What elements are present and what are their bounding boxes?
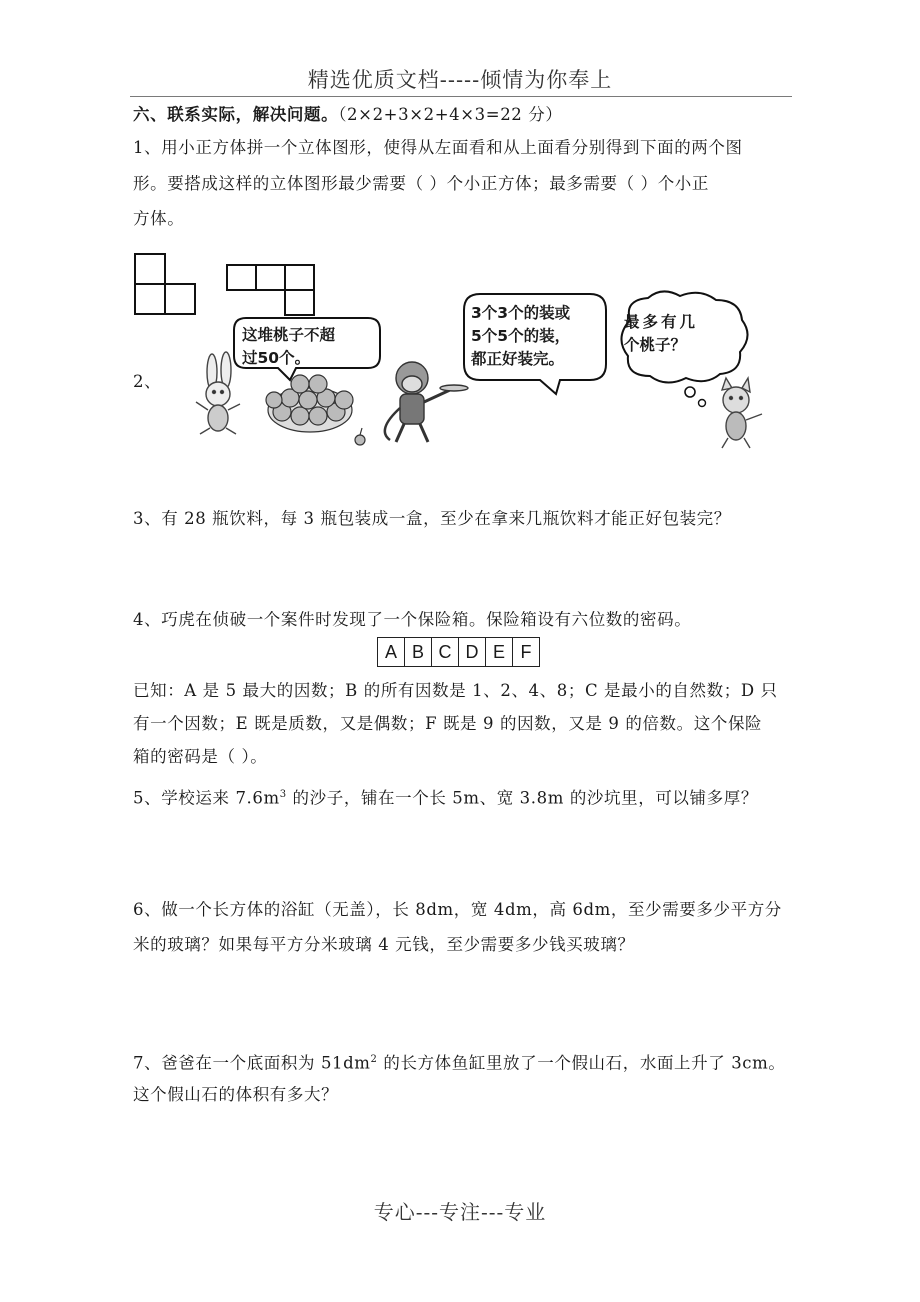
top-view-cube — [284, 264, 315, 291]
header-rule — [130, 96, 792, 97]
bubble-1-line-2: 过50个。 — [242, 349, 311, 367]
q5-superscript: 3 — [279, 789, 287, 800]
rabbit-illustration — [196, 352, 240, 434]
q6-line2: 米的玻璃？如果每平方分米玻璃 4 元钱，至少需要多少钱买玻璃？ — [133, 935, 635, 954]
q7-text-post: 的长方体鱼缸里放了一个假山石，水面上升了 3cm。 — [377, 1053, 786, 1073]
q5-text-pre: 5、学校运来 7.6m — [133, 788, 280, 808]
q2-number: 2、 — [133, 372, 162, 391]
q5-text-post: 的沙子，铺在一个长 5m、宽 3.8m 的沙坑里，可以铺多厚？ — [286, 788, 758, 808]
code-cell: F — [513, 638, 540, 667]
q1-line2: 形。要搭成这样的立体图形最少需要（ ）个小正方体；最多需要（ ）个小正 — [133, 174, 709, 193]
q7-superscript: 2 — [370, 1054, 378, 1065]
bubble-2-line-1: 3个3个的装或 — [471, 304, 571, 322]
q4-line4: 箱的密码是（ ）。 — [133, 747, 268, 766]
q7-line2: 这个假山石的体积有多大？ — [133, 1085, 339, 1104]
top-view-cube — [226, 264, 257, 291]
bubble-3-line-2: 个桃子？ — [624, 336, 687, 354]
bubble-2-line-3: 都正好装完。 — [471, 350, 565, 368]
q1-line1: 1、用小正方体拼一个立体图形，使得从左面看和从上面看分别得到下面的两个图 — [133, 138, 743, 157]
code-cell: C — [432, 638, 459, 667]
password-code-table — [377, 637, 540, 667]
cat-illustration — [722, 378, 762, 448]
q3-line1: 3、有 28 瓶饮料，每 3 瓶包装成一盒，至少在拿来几瓶饮料才能正好包装完？ — [133, 509, 731, 528]
bubble-3-line-1: 最多有几 — [624, 313, 699, 331]
q1-line3: 方体。 — [133, 209, 185, 228]
q4-line3: 有一个因数；E 既是质数，又是偶数；F 既是 9 的因数，又是 9 的倍数。这个保险 — [133, 714, 763, 733]
bubble-1-line-1: 这堆桃子不超 — [242, 326, 336, 344]
code-cell: A — [378, 638, 405, 667]
left-view-cube — [134, 253, 166, 285]
code-cell: E — [486, 638, 513, 667]
q7-line1 — [133, 1048, 786, 1076]
q4-line1: 4、巧虎在侦破一个案件时发现了一个保险箱。保险箱设有六位数的密码。 — [133, 610, 692, 629]
peach-pile-illustration — [266, 375, 365, 445]
section-score: （2×2+3×2+4×3=22 分） — [338, 105, 563, 124]
page-footer: 专心---专注---专业 — [373, 1200, 547, 1224]
code-cell: D — [459, 638, 486, 667]
bubble-2-line-2: 5个5个的装， — [471, 327, 571, 345]
section-title: 六、联系实际，解决问题。 — [133, 105, 339, 124]
top-view-cube — [255, 264, 286, 291]
section-title-line — [133, 103, 562, 127]
q5-line1 — [133, 783, 758, 811]
q4-line2: 已知：A 是 5 最大的因数；B 的所有因数是 1、2、4、8；C 是最小的自然数；D 只 — [133, 681, 778, 700]
q7-text-pre: 7、爸爸在一个底面积为 51dm — [133, 1053, 371, 1073]
code-cell: B — [405, 638, 432, 667]
monkey-illustration — [385, 362, 468, 442]
page-header: 精选优质文档-----倾情为你奉上 — [307, 68, 613, 92]
q6-line1: 6、做一个长方体的浴缸（无盖），长 8dm，宽 4dm，高 6dm，至少需要多少平方分 — [133, 900, 782, 919]
